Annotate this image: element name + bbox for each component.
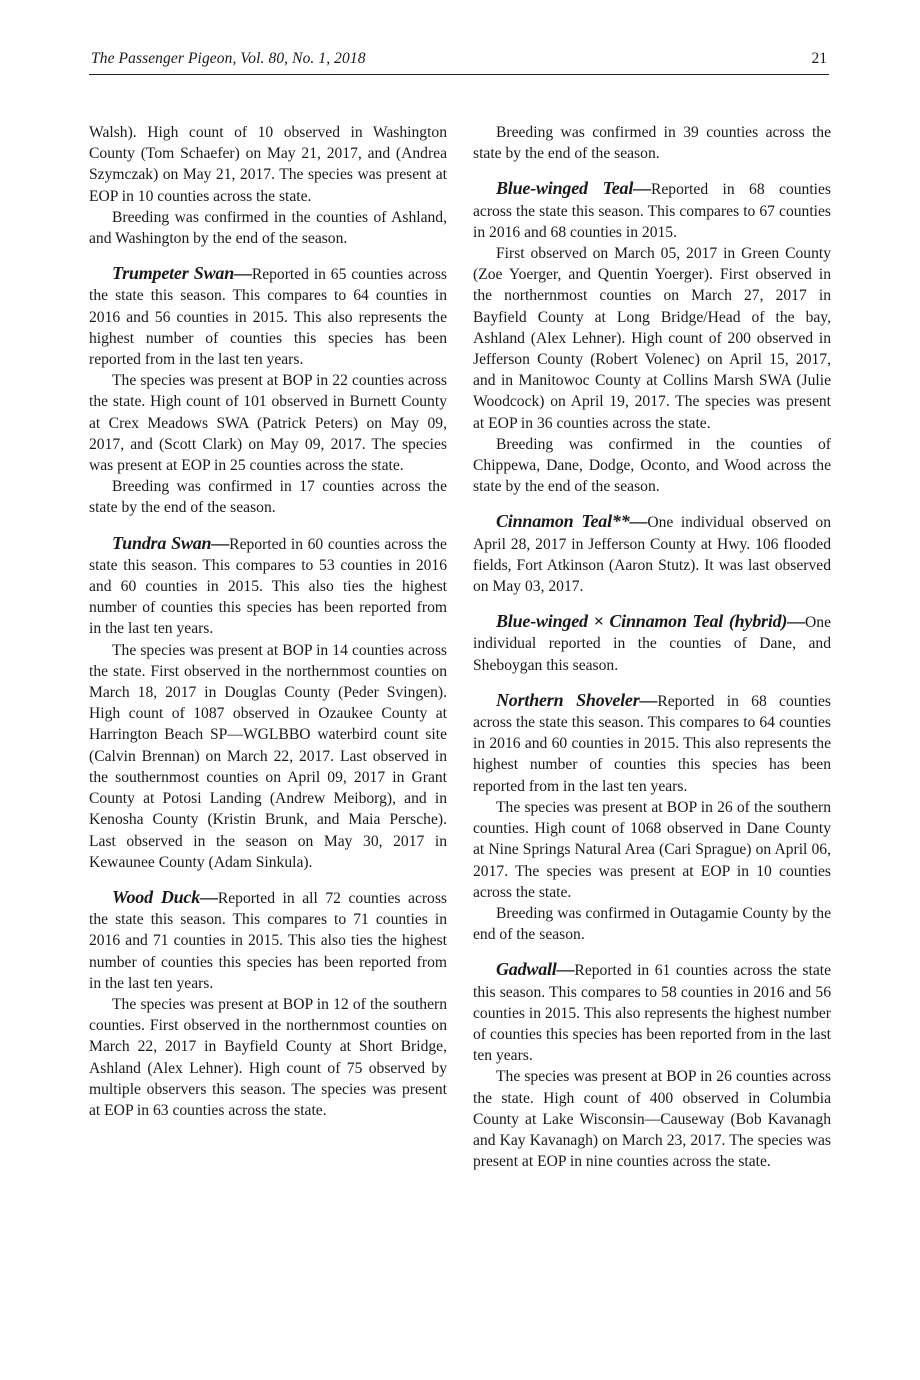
entry-paragraph: The species was present at BOP in 14 counties across the state. First observed in the northernmost counties on March 18, 2017 in Douglas County (Peder Svingen). High count of 1087 observed in Ozaukee County at Harrington Beach SP—WGLBBO waterbird count site (Calvin Brennan) on March 22, 2017. Last observed in the southernmost counties on April 09, 2017 in Grant County at Potosi Landing (Andrew Meiborg), and in Kenosha County (Kristin Brunk, and Maia Persche). Last observed in the season on May 30, 2017 in Kewaunee County (Adam Sinkula). [89,641,447,871]
entry-text: Reported in 61 counties across the state this season. This compares to 58 counties in 2016 and 56 counties in 2015. This also represents the highest number of counties this species has been reported from in the last ten years. [473,962,831,1065]
running-header [89,48,829,75]
entry-paragraph: First observed on March 05, 2017 in Green County (Zoe Yoerger, and Quentin Yoerger). First observed in the northernmost counties on March 27, 2017 in Bayfield County at Long Bridge/Head of the bay, Ashland (Alex Lehner). High count of 200 observed in Jefferson County (Robert Volenec) on April 15, 2017, and in Manitowoc County at Collins Marsh SWA (Julie Woodcock) on April 19, 2017. The species was present at EOP in 36 counties across the state. [473,245,831,432]
blue-winged-teal-entry [473,178,831,243]
trumpeter-swan-entry [89,263,447,370]
journal-title: The Passenger Pigeon, Vol. 80, No. 1, 2018 [91,50,366,67]
breeding-paragraph: Breeding was confirmed in the counties of Ashland, and Washington by the end of the season. [89,208,447,248]
entry-text: Reported in 68 counties across the state this season. This compares to 64 counties in 2016 and 60 counties in 2015. This also represents the highest number of counties this species has been reported from in the last ten years. [473,692,832,795]
species-name: Blue-winged × Cinnamon Teal (hybrid)— [496,611,806,632]
gadwall-entry [473,959,831,1066]
entry-text: Reported in all 72 counties across the state this season. This compares to 71 counties in 2016 and 71 counties in 2015. This also ties the highest number of counties this species has been reported from in the last ten years. [89,889,447,992]
species-name: Gadwall— [496,959,575,980]
northern-shoveler-entry [473,690,831,797]
continued-paragraph: Walsh). High count of 10 observed in Washington County (Tom Schaefer) on May 21, 2017, and (Andrea Szymczak) on May 21, 2017. The species was present at EOP in 10 counties across the state. [89,124,447,205]
entry-text: One individual observed on April 28, 2017 in Jefferson County at Hwy. 106 flooded fields, Fort Atkinson (Aaron Stutz). It was last observed on May 03, 2017. [473,514,831,596]
entry-text: Reported in 68 counties across the state this season. This compares to 67 counties in 2016 and 68 counties in 2015. [473,181,831,241]
entry-paragraph: The species was present at BOP in 12 of the southern counties. First observed in the northernmost counties on March 22, 2017 in Bayfield County at Short Bridge, Ashland (Alex Lehner). High count of 75 observed by multiple observers this season. The species was present at EOP in 63 counties across the state. [89,995,447,1119]
entry-paragraph: Breeding was confirmed in the counties of Chippewa, Dane, Dodge, Oconto, and Wood across the state by the end of the season. [473,435,831,496]
wood-duck-entry [89,887,447,994]
entry-text: One individual reported in the counties of Dane, and Sheboygan this season. [473,614,831,674]
entry-paragraph: Breeding was confirmed in 17 counties across the state by the end of the season. [89,478,447,517]
species-name: Northern Shoveler— [496,689,658,710]
entry-text: Reported in 65 counties across the state this season. This compares to 64 counties in 2016 and 56 counties in 2015. This also represents the highest number of counties this species has been reported from in the last ten years. [89,266,447,369]
entry-paragraph: Breeding was confirmed in Outagamie County by the end of the season. [473,904,831,944]
species-name: Trumpeter Swan— [112,263,252,284]
species-name: Cinnamon Teal**— [496,511,648,532]
hybrid-teal-entry [473,611,831,676]
entry-paragraph: The species was present at BOP in 22 counties across the state. High count of 101 observed in Burnett County at Crex Meadows SWA (Patrick Peters) on May 09, 2017, and (Scott Clark) on May 09, 2017. The species was present at EOP in 25 counties across the state. [89,372,447,475]
page-number: 21 [811,50,827,67]
continued-paragraph: Breeding was confirmed in 39 counties across the state by the end of the season. [473,124,831,163]
left-column [89,122,447,1121]
entry-text: Reported in 60 counties across the state this season. This compares to 53 counties in 2016 and 60 counties in 2015. This also ties the highest number of counties this species has been reported from in the last ten years. [89,535,447,638]
cinnamon-teal-entry [473,511,831,597]
species-name: Tundra Swan— [112,532,230,553]
entry-paragraph: The species was present at BOP in 26 of the southern counties. High count of 1068 observed in Dane County at Nine Springs Natural Area (Cari Sprague) on April 06, 2017. The species was present at EOP in 10 counties across the state. [473,798,831,901]
species-name: Wood Duck— [112,886,218,907]
entry-paragraph: The species was present at BOP in 26 counties across the state. High count of 400 observed in Columbia County at Lake Wisconsin—Causeway (Bob Kavanagh and Kay Kavanagh) on March 23, 2017. The species was present at EOP in nine counties across the state. [473,1068,831,1171]
tundra-swan-entry [89,533,447,640]
right-column [473,122,831,1172]
species-name: Blue-winged Teal— [496,178,651,199]
